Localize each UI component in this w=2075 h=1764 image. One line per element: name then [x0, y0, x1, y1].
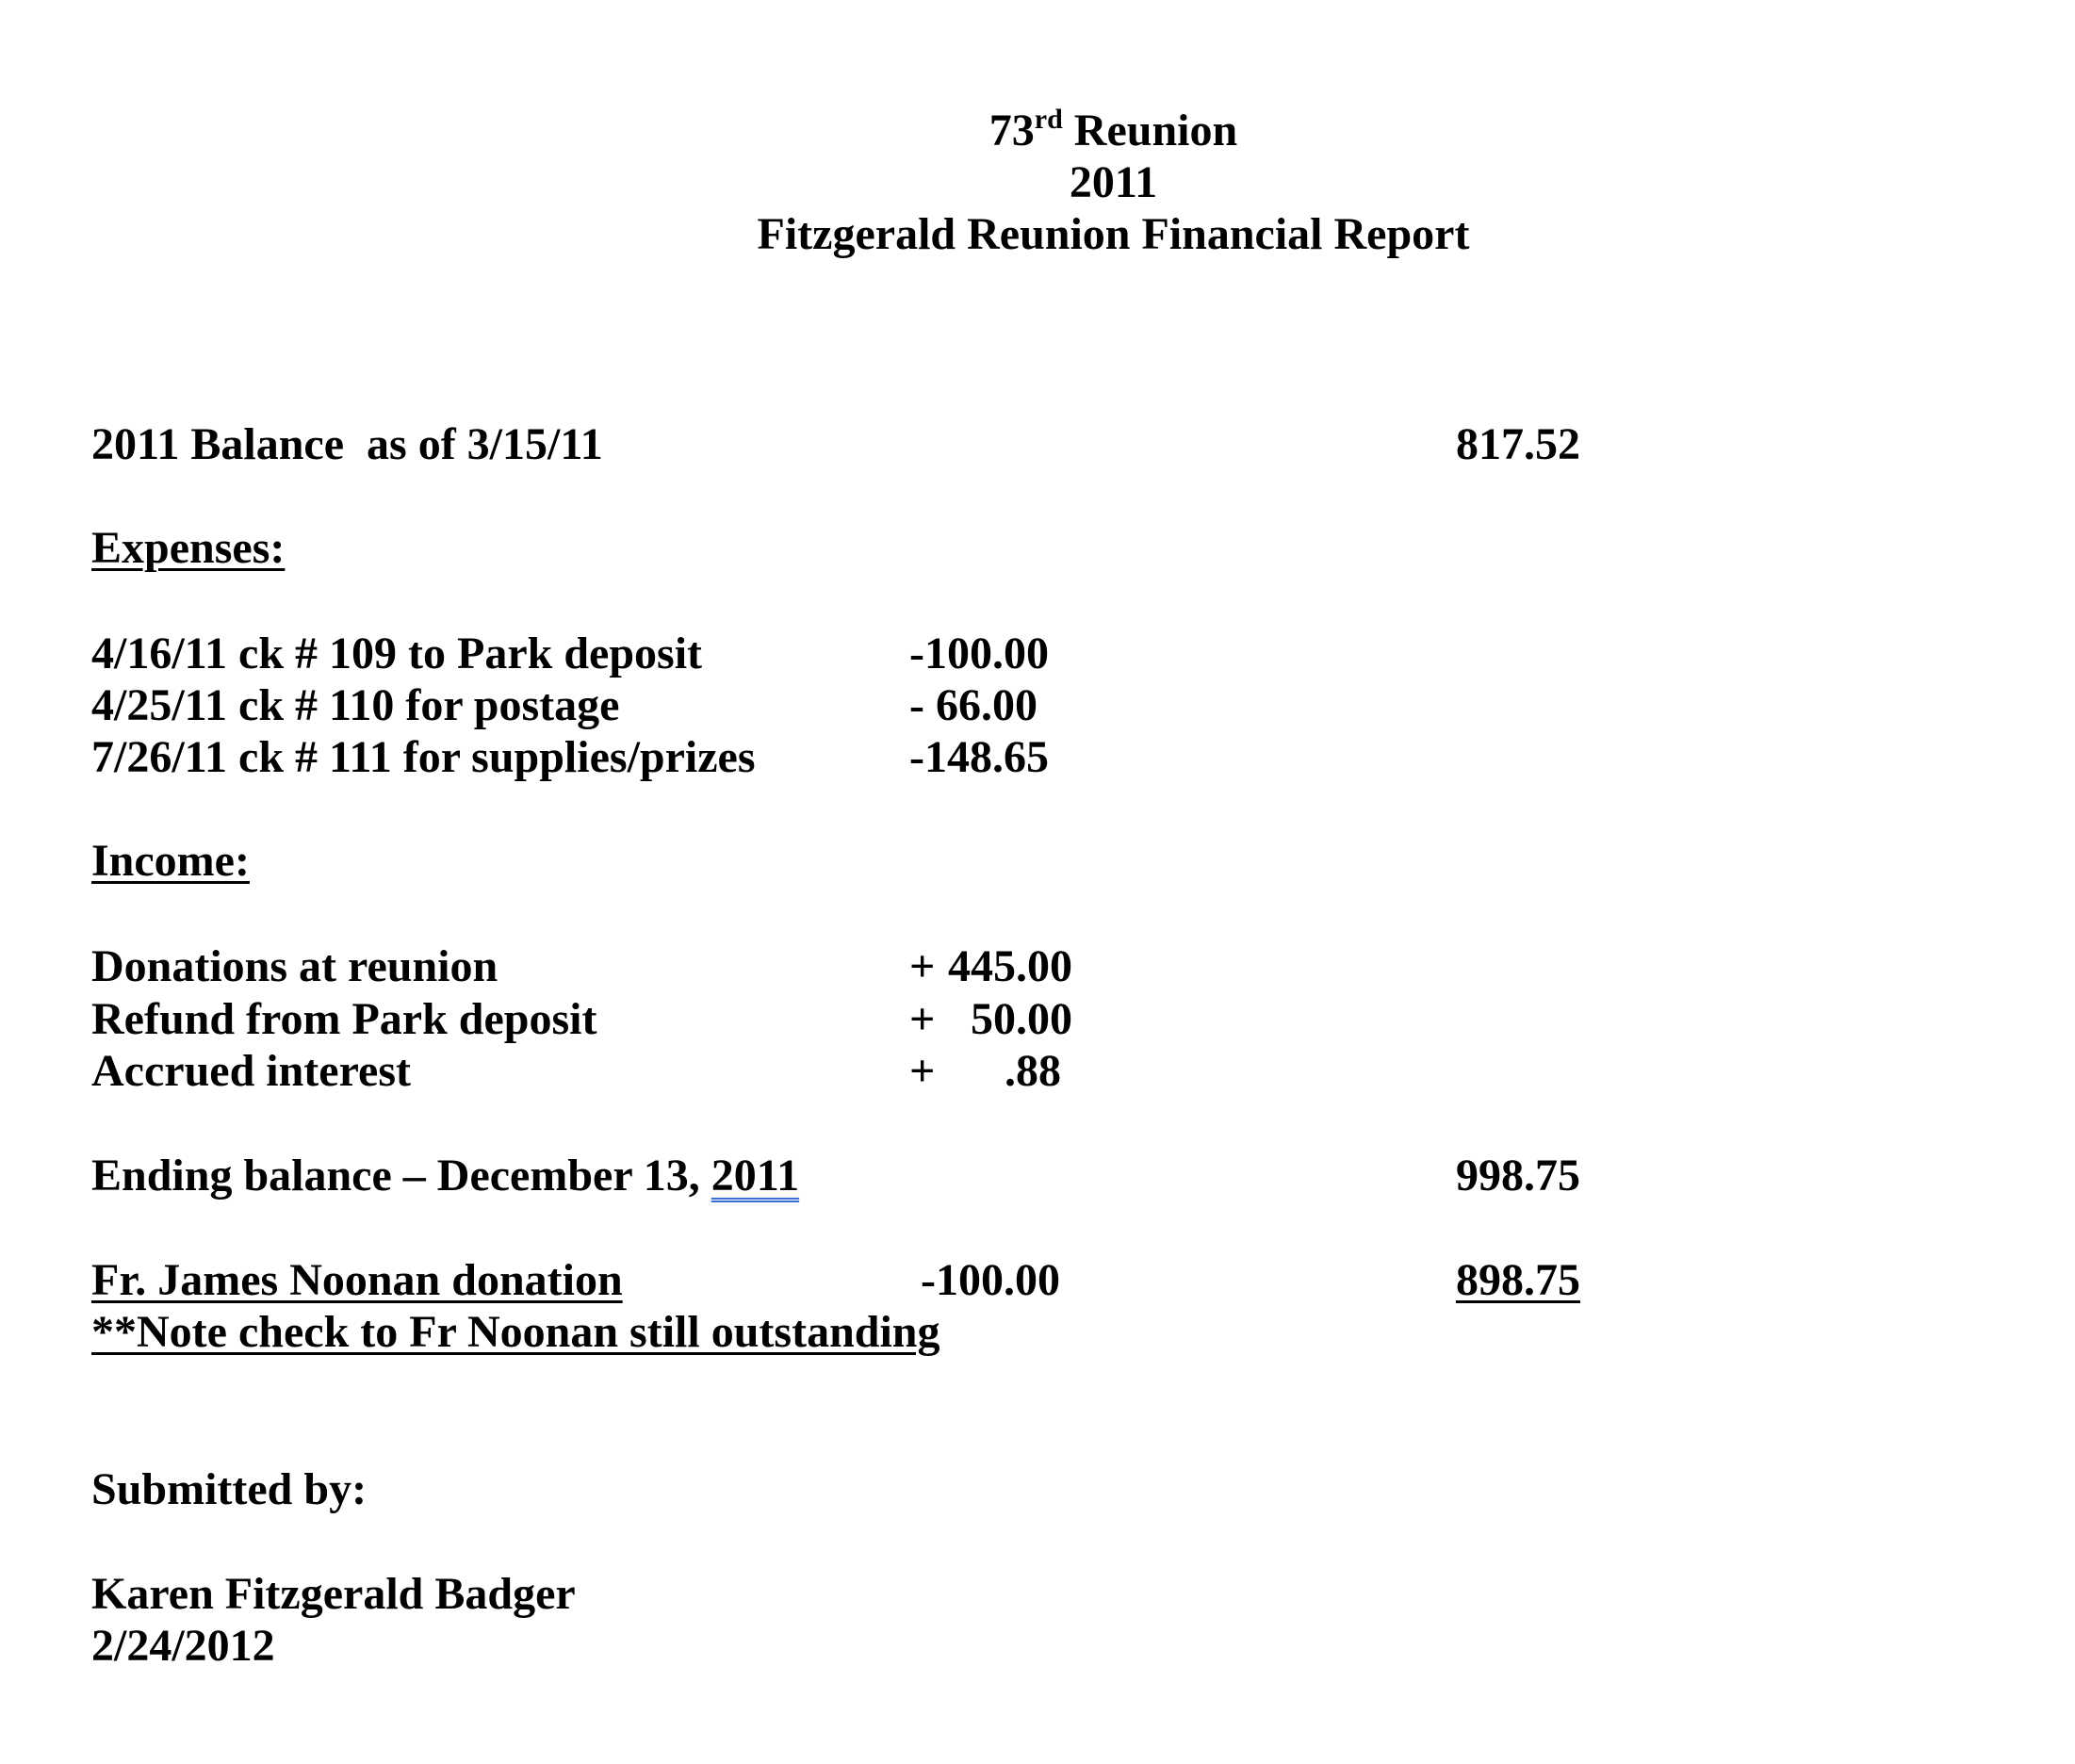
report-heading-reunion	[0, 104, 2075, 155]
income-sign: +	[909, 1046, 936, 1096]
income-sign: +	[909, 941, 936, 991]
page-title: Fitzgerald Reunion Financial Report	[757, 209, 1470, 259]
expense-label: 4/16/11 ck # 109 to Park deposit	[91, 629, 703, 678]
income-label: Refund from Park deposit	[91, 994, 597, 1044]
income-heading: Income:	[91, 836, 250, 886]
ending-balance-amount: 998.75	[1456, 1151, 1580, 1200]
report-year: 2011	[1069, 157, 1158, 207]
outstanding-check-note: **Note check to Fr Noonan still outstanding	[91, 1307, 940, 1357]
submitted-by-label: Submitted by:	[91, 1464, 368, 1514]
income-sign: +	[909, 994, 936, 1044]
reunion-suffix: rd	[1034, 104, 1063, 135]
expense-label: 4/25/11 ck # 110 for postage	[91, 680, 620, 730]
opening-balance-amount: 817.52	[1456, 419, 1580, 469]
ending-balance-label	[91, 1153, 799, 1199]
expense-label: 7/26/11 ck # 111 for supplies/prizes	[91, 732, 756, 782]
ending-balance-label-text: Ending balance – December 13,	[91, 1151, 711, 1200]
submission-date: 2/24/2012	[91, 1621, 275, 1671]
expenses-heading: Expenses:	[91, 523, 286, 573]
submitter-name: Karen Fitzgerald Badger	[91, 1569, 576, 1619]
opening-balance-label: 2011 Balance as of 3/15/11	[91, 419, 603, 469]
expense-amount: -100.00	[909, 629, 1049, 678]
ending-balance-year: 2011	[711, 1151, 800, 1200]
income-amount: .88	[1005, 1046, 1061, 1096]
income-amount: 50.00	[971, 994, 1072, 1044]
reunion-number: 73	[988, 106, 1035, 155]
income-label: Donations at reunion	[91, 941, 498, 991]
expense-amount: - 66.00	[909, 680, 1038, 730]
donation-amount: -100.00	[921, 1255, 1060, 1305]
expense-amount: -148.65	[909, 732, 1049, 782]
donation-label: Fr. James Noonan donation	[91, 1255, 623, 1305]
income-amount: 445.00	[948, 941, 1072, 991]
income-label: Accrued interest	[91, 1046, 411, 1096]
final-balance-amount: 898.75	[1456, 1255, 1580, 1305]
reunion-word: Reunion	[1073, 106, 1238, 155]
